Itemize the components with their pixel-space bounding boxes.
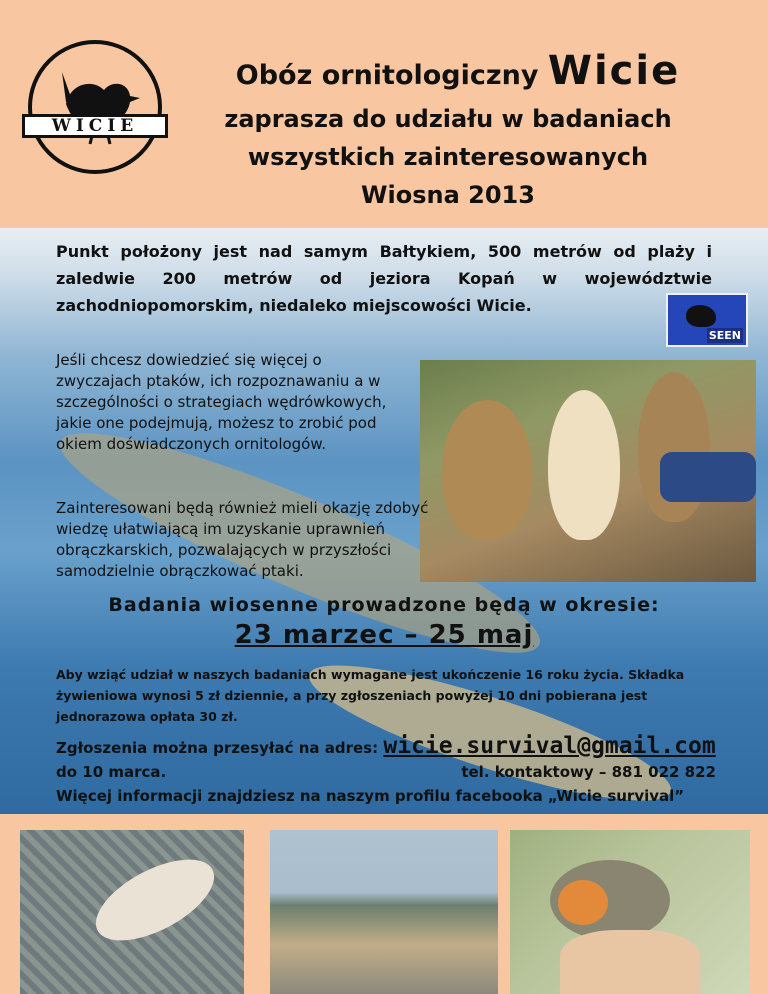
deadline-row <box>56 760 716 784</box>
season: Wiosna 2013 <box>361 181 535 209</box>
contact-section <box>56 734 716 808</box>
page-title <box>198 48 718 94</box>
subtitle <box>188 100 708 214</box>
subtitle-line2: wszystkich zainteresowanych <box>247 143 649 171</box>
title-name: Wicie <box>547 48 681 94</box>
license-paragraph: Zainteresowani będą również mieli okazję zdobyć wiedzę ułatwiającą im uzyskanie uprawnień obrączkarskich, pozwalających w przyszłości samodzielnie obrączkować ptaki. <box>56 499 429 580</box>
shrike-in-net-photo <box>20 830 244 994</box>
period-heading: Badania wiosenne prowadzone będą w okresie: <box>108 594 660 616</box>
phone: tel. kontaktowy – 881 022 822 <box>461 763 716 781</box>
owls-photo <box>420 360 756 582</box>
bird-icon <box>686 305 716 327</box>
title-prefix: Obóz ornitologiczny <box>235 60 539 91</box>
learn-paragraph: Jeśli chcesz dowiedzieć się więcej o zwyczajach ptaków, ich rozpoznawaniu a w szczególności o strategiach wędrówkowych, jakie one podejmują, możesz to zrobić pod okiem doświadczonych ornitologów. <box>56 351 387 453</box>
applications-row <box>56 734 716 760</box>
seen-badge <box>666 293 748 347</box>
intro-text: Punkt położony jest nad samym Bałtykiem, 500 metrów od plaży i zaledwie 200 metrów od jeziora Kopań w województwie zachodniopomorskim, niedaleko miejscowości Wicie. <box>56 242 712 315</box>
bluetail-in-hand-photo <box>510 830 750 994</box>
bird-breast <box>558 880 608 925</box>
seen-label: SEEN <box>708 329 741 342</box>
email-link[interactable]: wicie.survival@gmail.com <box>383 733 716 759</box>
period-dates: 23 marzec – 25 maj <box>234 620 534 650</box>
barn-owl <box>548 390 620 540</box>
glove <box>660 452 756 502</box>
subtitle-line1: zaprasza do udziału w badaniach <box>224 105 672 133</box>
deadline: do 10 marca. <box>56 763 167 781</box>
shrike-bird <box>84 843 227 957</box>
facebook-info: Więcej informacji znajdziesz na naszym profilu facebooka „Wicie survival” <box>56 787 685 805</box>
logo-text: WICIE <box>22 114 168 138</box>
red-flanked-bluetail <box>550 860 670 940</box>
requirements-text: Aby wziąć udział w naszych badaniach wymagane jest ukończenie 16 roku życia. Składka żywieniowa wynosi 5 zł dziennie, a przy zgłoszeniach powyżej 10 dni pobierana jest jednorazowa opłata 30 zł. <box>56 667 685 724</box>
header <box>0 0 768 228</box>
bottom-photo-strip <box>0 814 768 994</box>
applications-label: Zgłoszenia można przesyłać na adres: <box>56 739 379 757</box>
bird-silhouette-icon <box>32 44 158 170</box>
beach-photo <box>270 830 498 994</box>
hand <box>560 930 700 994</box>
wicie-logo <box>28 40 162 174</box>
